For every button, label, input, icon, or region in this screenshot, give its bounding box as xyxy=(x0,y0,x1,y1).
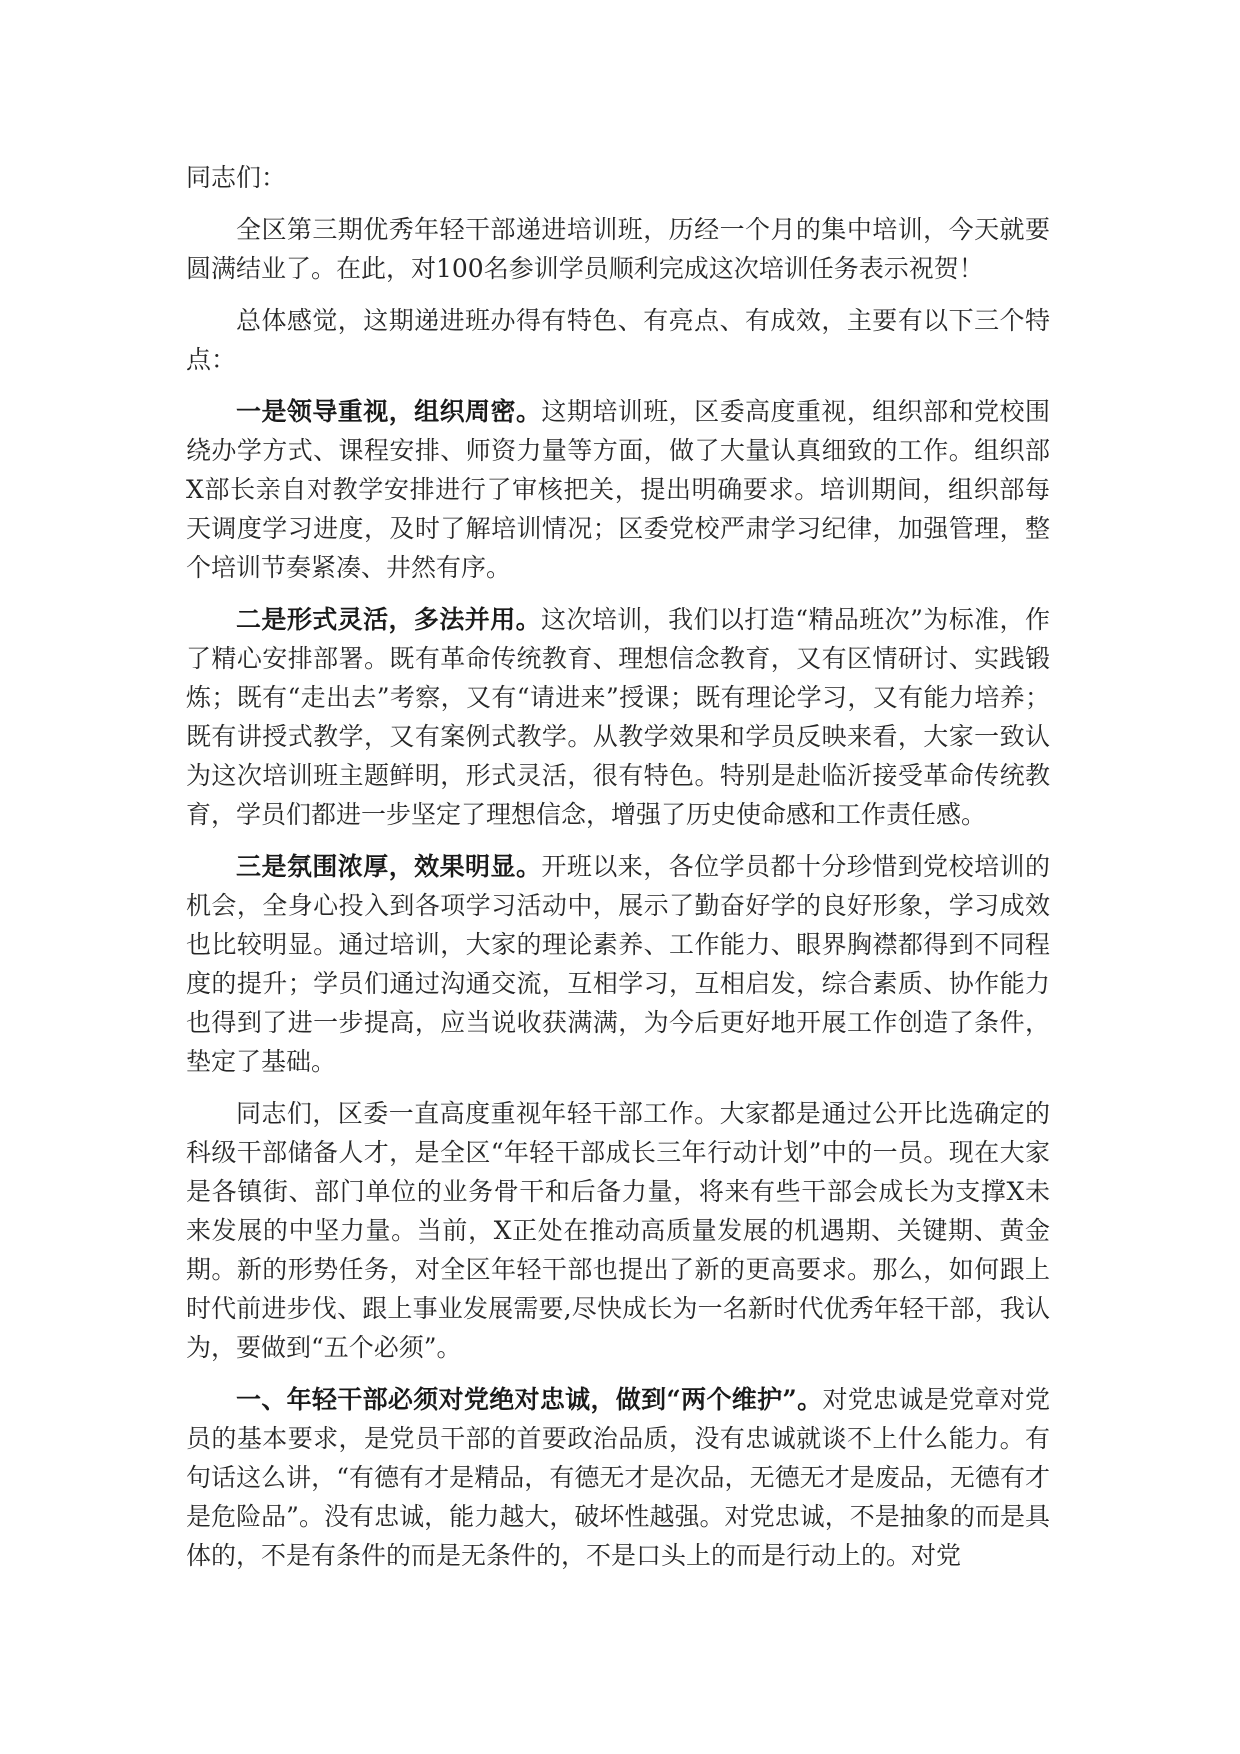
paragraph-text: 开班以来，各位学员都十分珍惜到党校培训的机会，全身心投入到各项学习活动中，展示了勤奋好学的良好形象，学习成效也比较明显。通过培训，大家的理论素养、工作能力、眼界胸襟都得到不同程度的提升；学员们通过沟通交流，互相学习，互相启发，综合素质、协作能力也得到了进一步提高，应当说收获满满，为今后更好地开展工作创造了条件，垫定了基础。 xyxy=(186,852,1050,1076)
paragraph-transition xyxy=(186,1094,1050,1367)
paragraph-text: 这期培训班，区委高度重视，组织部和党校围绕办学方式、课程安排、师资力量等方面，做了大量认真细致的工作。组织部X部长亲自对教学安排进行了审核把关，提出明确要求。培训期间，组织部每天调度学习进度，及时了解培训情况；区委党校严肃学习纪律，加强管理，整个培训节奏紧凑、井然有序。 xyxy=(186,397,1050,582)
paragraph-overview xyxy=(186,301,1050,379)
document-page xyxy=(186,158,1050,1588)
paragraph-lead: 三是氛围浓厚，效果明显。 xyxy=(236,852,542,881)
paragraph-section-one xyxy=(186,1380,1050,1575)
paragraph-point-three xyxy=(186,847,1050,1081)
paragraph-congratulation xyxy=(186,210,1050,288)
paragraph-text: 全区第三期优秀年轻干部递进培训班，历经一个月的集中培训，今天就要圆满结业了。在此，对100名参训学员顺利完成这次培训任务表示祝贺！ xyxy=(186,215,1050,283)
paragraph-text: 同志们，区委一直高度重视年轻干部工作。大家都是通过公开比选确定的科级干部储备人才，是全区“年轻干部成长三年行动计划”中的一员。现在大家是各镇街、部门单位的业务骨干和后备力量，将来有些干部会成长为支撑X未来发展的中坚力量。当前，X正处在推动高质量发展的机遇期、关键期、黄金期。新的形势任务，对全区年轻干部也提出了新的更高要求。那么，如何跟上时代前进步伐、跟上事业发展需要,尽快成长为一名新时代优秀年轻干部，我认为，要做到“五个必须”。 xyxy=(186,1099,1050,1362)
paragraph-lead: 二是形式灵活，多法并用。 xyxy=(236,605,542,634)
paragraph-point-two xyxy=(186,600,1050,834)
salutation: 同志们： xyxy=(186,163,287,192)
paragraph-text: 对党忠诚是党章对党员的基本要求，是党员干部的首要政治品质，没有忠诚就谈不上什么能力。有句话这么讲，“有德有才是精品，有德无才是次品，无德无才是废品，无德有才是危险品”。没有忠诚，能力越大，破坏性越强。对党忠诚，不是抽象的而是具体的，不是有条件的而是无条件的，不是口头上的而是行动上的。对党 xyxy=(186,1385,1050,1570)
paragraph-text: 这次培训，我们以打造“精品班次”为标准，作了精心安排部署。既有革命传统教育、理想信念教育，又有区情研讨、实践锻炼；既有“走出去”考察，又有“请进来”授课；既有理论学习，又有能力培养；既有讲授式教学，又有案例式教学。从教学效果和学员反映来看，大家一致认为这次培训班主题鲜明，形式灵活，很有特色。特别是赴临沂接受革命传统教育，学员们都进一步坚定了理想信念，增强了历史使命感和工作责任感。 xyxy=(186,605,1050,829)
paragraph-text: 总体感觉，这期递进班办得有特色、有亮点、有成效，主要有以下三个特点： xyxy=(186,306,1050,374)
section-heading: 一、年轻干部必须对党绝对忠诚，做到“两个维护”。 xyxy=(236,1385,823,1414)
paragraph-lead: 一是领导重视，组织周密。 xyxy=(236,397,542,426)
paragraph-point-one xyxy=(186,392,1050,587)
